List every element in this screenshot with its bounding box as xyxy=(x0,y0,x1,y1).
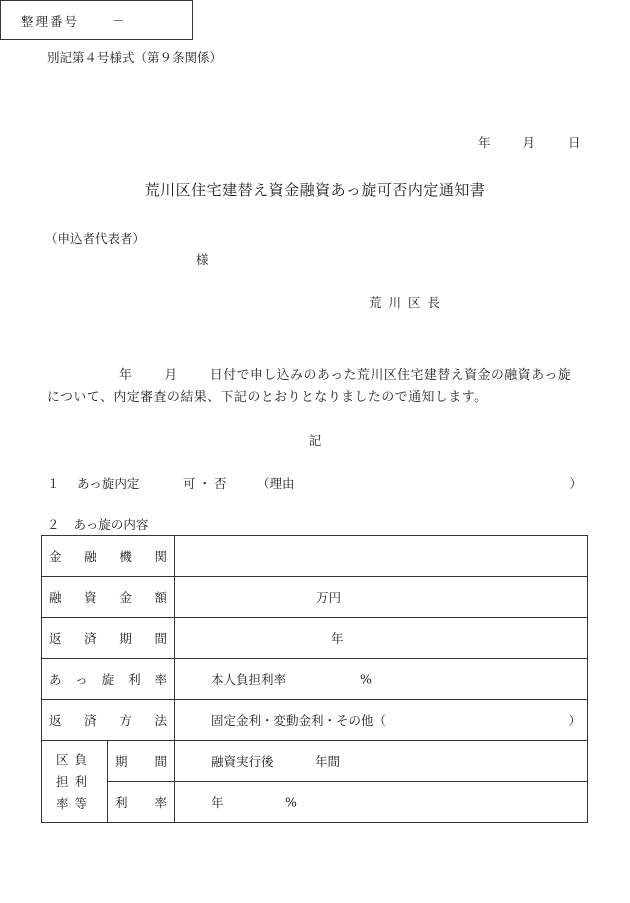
subsidy-period-text: 融資実行後 xyxy=(211,754,274,769)
repayment-period-value xyxy=(175,618,588,659)
subsidy-rate-label: 利率 xyxy=(108,782,175,823)
applicant-label: （申込者代表者） xyxy=(45,231,146,246)
subsidy-rate-value xyxy=(175,782,588,823)
item-1-options: 可・否 xyxy=(183,476,230,491)
reference-number-box xyxy=(0,0,193,40)
ward-subsidy-label: 区負担利率等 xyxy=(42,741,108,823)
applicant-honorific: 様 xyxy=(196,252,209,267)
interest-rate-text: 本人負担利率 xyxy=(211,672,287,687)
date-day: 日 xyxy=(568,135,581,150)
table-row xyxy=(42,618,588,659)
date-year: 年 xyxy=(478,135,491,150)
reference-number-label: 整理番号 xyxy=(21,14,80,29)
subsidy-rate-unit: % xyxy=(285,794,297,810)
item-1-reason-close: ） xyxy=(569,476,582,491)
item-2-heading xyxy=(47,515,148,533)
table-row xyxy=(42,577,588,618)
repayment-method-label: 返済方法 xyxy=(42,700,175,741)
body-year: 年 xyxy=(119,368,133,383)
date-line xyxy=(478,133,581,151)
repayment-period-label: 返済期間 xyxy=(42,618,175,659)
financial-institution-label: 金融機関 xyxy=(42,536,175,577)
item-1-reason-open: （理由 xyxy=(257,476,295,491)
interest-rate-label: あっ旋利率 xyxy=(42,659,175,700)
subsidy-period-label: 期間 xyxy=(108,741,175,782)
subsidy-period-value xyxy=(175,741,588,782)
financial-institution-value xyxy=(175,536,588,577)
table-row xyxy=(42,782,588,823)
loan-amount-value xyxy=(175,577,588,618)
ki-heading: 記 xyxy=(308,433,322,448)
form-label: 別記第４号様式（第９条関係） xyxy=(47,50,223,65)
item-2-number: ２ xyxy=(47,517,60,532)
repayment-method-close: ） xyxy=(568,713,581,728)
document-title: 荒川区住宅建替え資金融資あっ旋可否内定通知書 xyxy=(144,181,486,199)
subsidy-rate-year: 年 xyxy=(211,795,224,810)
reference-number-dash: － xyxy=(112,13,125,28)
loan-details-table xyxy=(41,535,588,823)
issuer-title: 荒川区長 xyxy=(369,295,448,310)
loan-amount-label: 融資金額 xyxy=(42,577,175,618)
table-row xyxy=(42,741,588,782)
table-row xyxy=(42,700,588,741)
interest-rate-value xyxy=(175,659,588,700)
table-row xyxy=(42,659,588,700)
body-text: 日付で申し込みのあった荒川区住宅建替え資金の融資あっ旋について、内定審査の結果、下記のとおりとなりましたので通知します。 xyxy=(47,368,572,405)
repayment-period-unit: 年 xyxy=(331,631,344,646)
body-month: 月 xyxy=(164,368,178,383)
item-1-number: １ xyxy=(47,476,60,491)
subsidy-period-unit: 年間 xyxy=(315,754,341,769)
repayment-method-value xyxy=(175,700,588,741)
table-row xyxy=(42,536,588,577)
date-month: 月 xyxy=(522,135,536,150)
loan-amount-unit: 万円 xyxy=(316,590,342,605)
body-paragraph xyxy=(47,365,584,409)
item-2-label: あっ旋の内容 xyxy=(73,517,149,532)
item-1-label: あっ旋内定 xyxy=(77,476,140,491)
interest-rate-unit: % xyxy=(360,671,372,687)
repayment-method-text: 固定金利・変動金利・その他（ xyxy=(211,713,387,728)
